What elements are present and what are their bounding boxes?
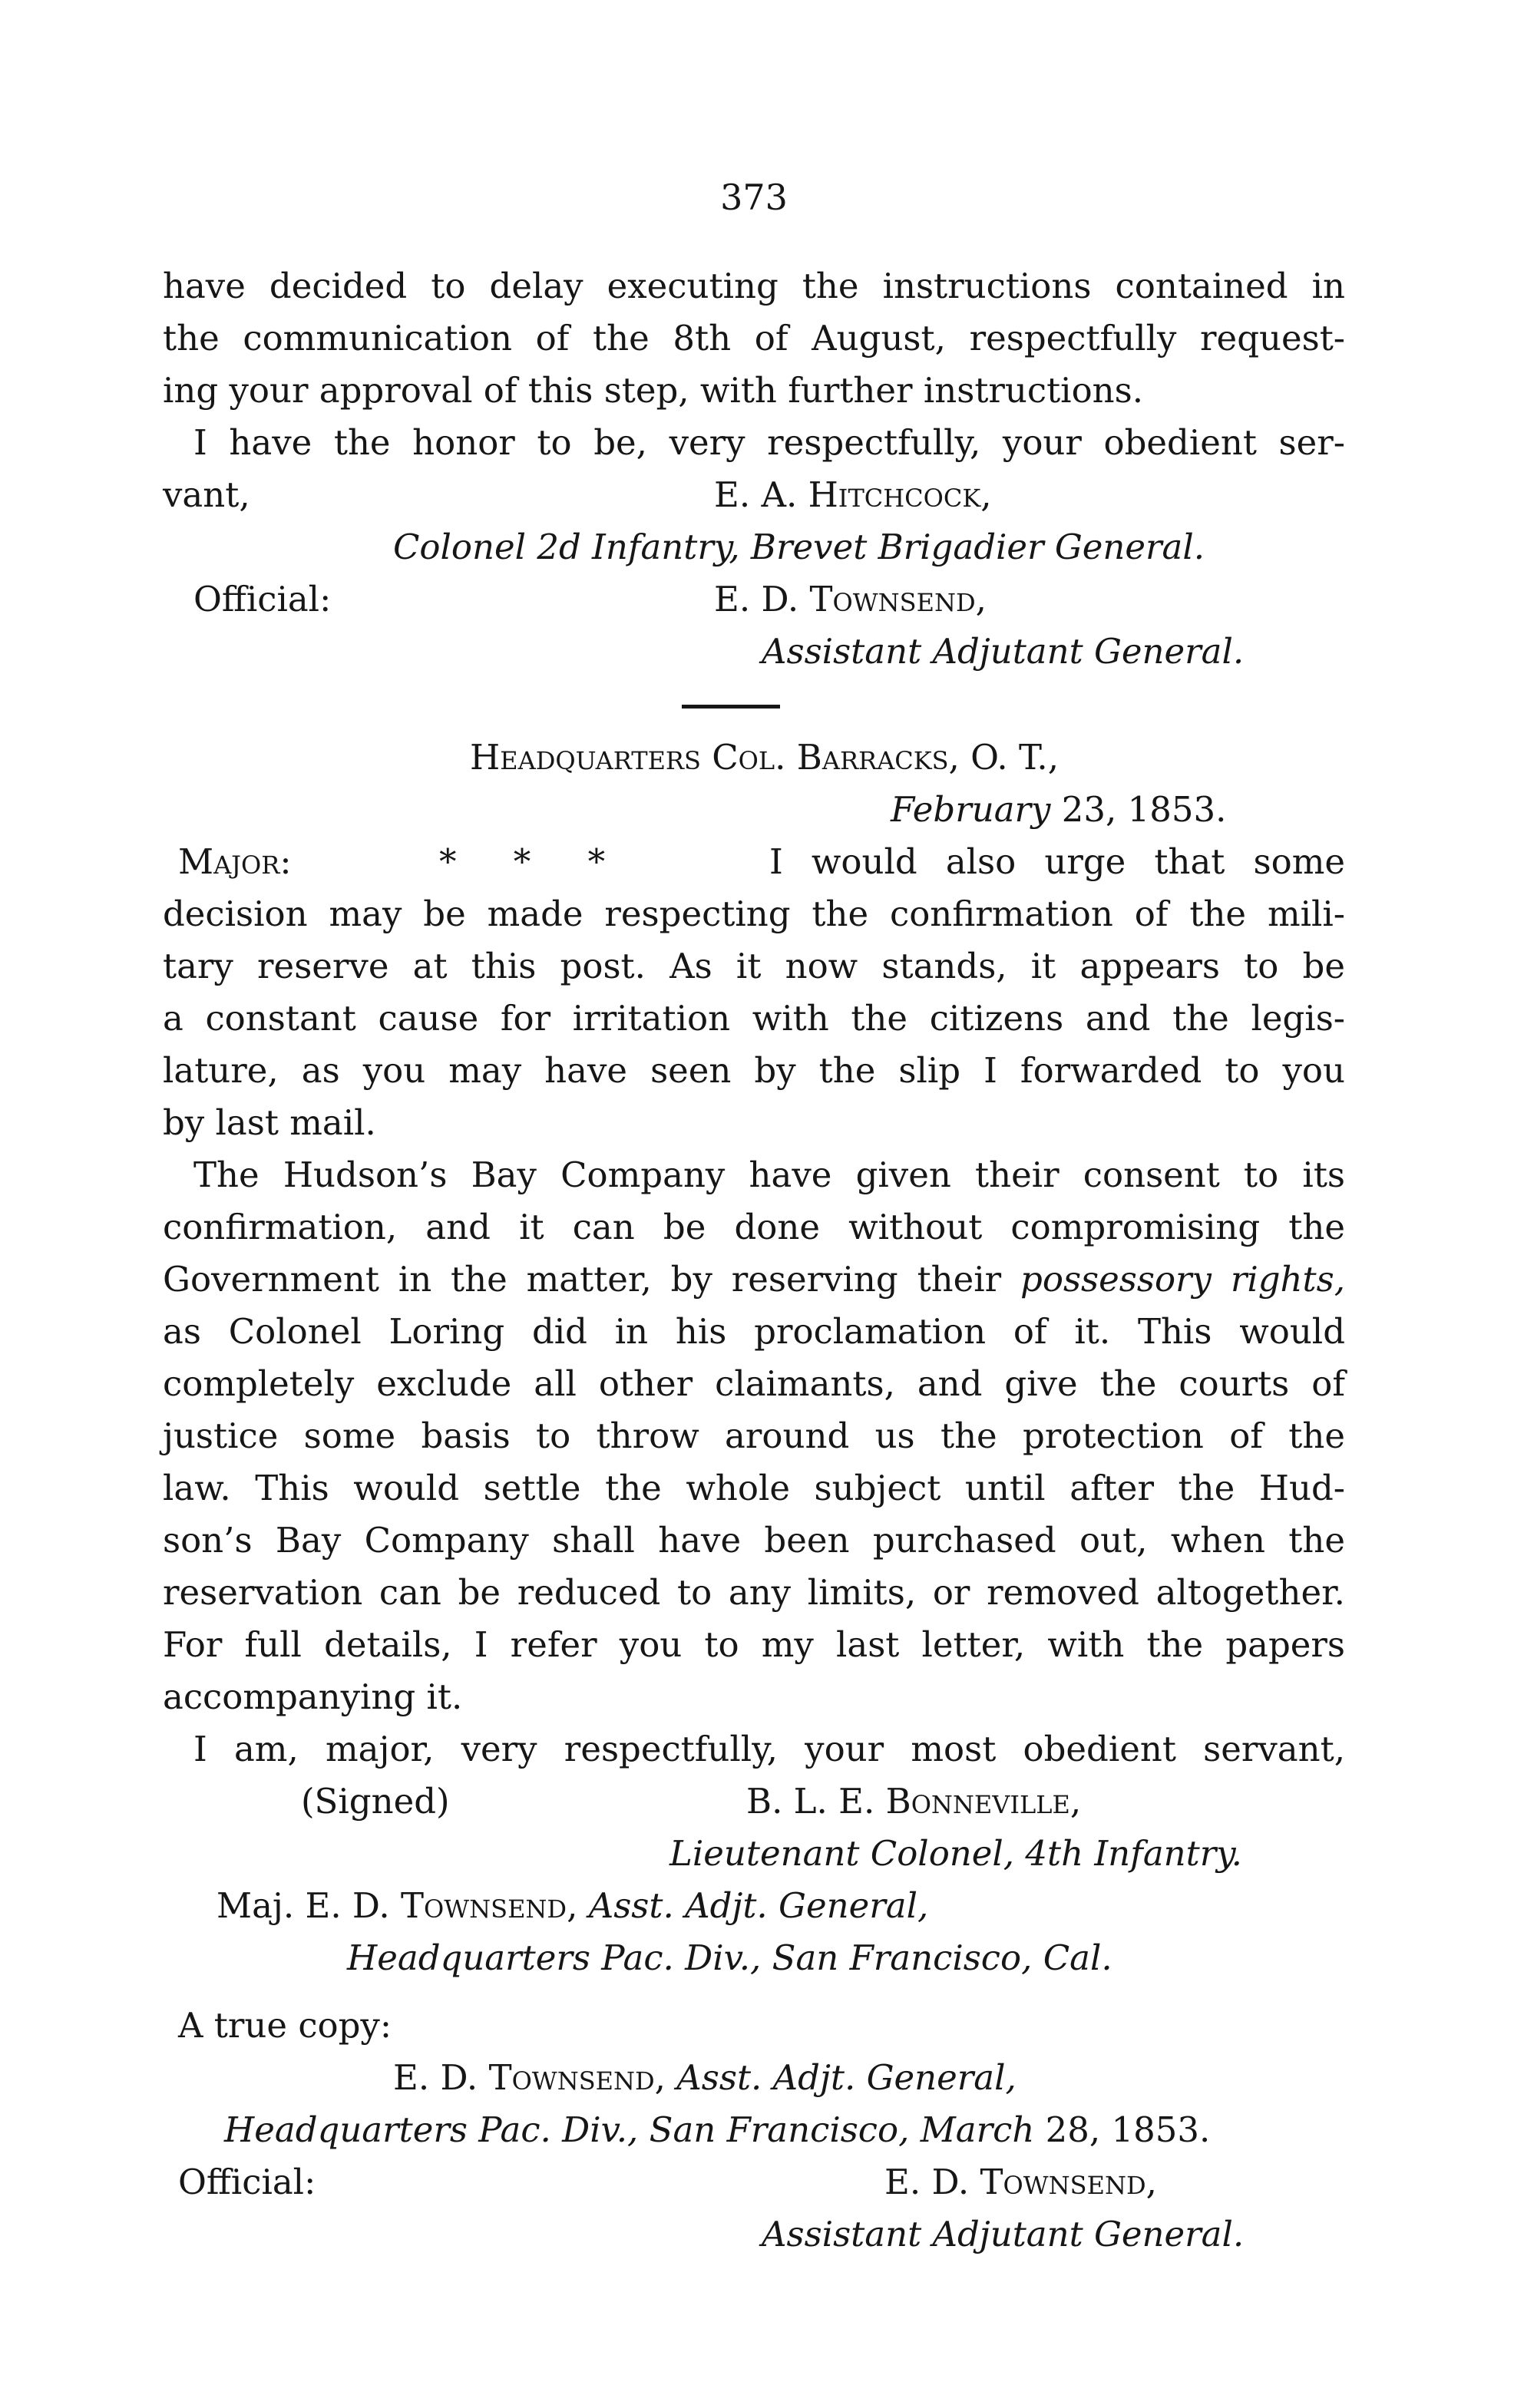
document-page (163, 0, 1345, 2408)
text-line: justice some basis to throw around us the protection of the (163, 1415, 1345, 1456)
text-line: have decided to delay executing the instructions contained in (163, 266, 1345, 306)
letter-date-rest: 23, 1853. (1061, 789, 1227, 830)
text-line (163, 1257, 1345, 1302)
official-title: Assistant Adjutant General. (762, 631, 1245, 672)
true-copy-title: Asst. Adjt. General, (676, 2057, 1017, 2098)
text-line: as Colonel Loring did in his proclamation of it. This would (163, 1311, 1345, 1352)
text-line: confirmation, and it can be done without compromising the (163, 1207, 1345, 1247)
addressee-name: Townsend, (401, 1885, 578, 1926)
true-copy-date: 28, 1853. (1045, 2109, 1211, 2150)
text-line: ing your approval of this step, with further instructions. (163, 370, 1144, 411)
true-copy-name-surname: Townsend, (488, 2057, 666, 2098)
signer-name: B. L. E. Bonneville, (746, 1781, 1082, 1822)
letter-date-month: February (891, 789, 1051, 830)
omission-asterisks: * * * (439, 841, 629, 882)
true-copy-location (224, 2108, 1210, 2152)
letter-date (891, 788, 1226, 832)
text-line: tary reserve at this post. As it now stands, it appears to be (163, 946, 1345, 986)
official-name: E. D. Townsend, (884, 2162, 1157, 2202)
text-line: reservation can be reduced to any limits, or removed altogether. (163, 1572, 1345, 1613)
text-line: The Hudson’s Bay Company have given their consent to its (193, 1154, 1345, 1195)
addressee (217, 1884, 928, 1928)
text-line: son’s Bay Company shall have been purchased out, when the (163, 1520, 1345, 1561)
text-line: For full details, I refer you to my last letter, with the papers (163, 1624, 1345, 1665)
closing-line-end: vant, (163, 474, 250, 515)
true-copy-name (393, 2056, 1017, 2100)
official-title: Assistant Adjutant General. (762, 2214, 1245, 2254)
text-segment: Government in the matter, by reserving their (163, 1259, 1002, 1300)
text-line: lature, as you may have seen by the slip I forwarded to you (163, 1050, 1345, 1091)
italic-phrase: possessory rights, (1020, 1259, 1346, 1300)
addressee-prefix: Maj. E. D. (217, 1885, 390, 1926)
signed-label: (Signed) (301, 1781, 450, 1822)
text-line: a constant cause for irritation with the citizens and the legis- (163, 998, 1345, 1039)
signer-title: Lieutenant Colonel, 4th Infantry. (669, 1833, 1242, 1874)
text-line: accompanying it. (163, 1676, 463, 1717)
text-line: I would also urge that some (769, 841, 1345, 882)
true-copy-name-prefix: E. D. (393, 2057, 478, 2098)
text-line: law. This would settle the whole subject until after the Hud- (163, 1468, 1345, 1508)
letter-heading: Headquarters Col. Barracks, O. T., (470, 737, 1060, 778)
addressee-location: Headquarters Pac. Div., San Francisco, Cal. (347, 1937, 1112, 1978)
text-line: decision may be made respecting the confirmation of the mili- (163, 894, 1345, 934)
official-label: Official: (193, 579, 332, 619)
true-copy-label: A true copy: (178, 2005, 392, 2046)
page-number: 373 (720, 177, 788, 218)
section-divider (682, 705, 780, 709)
official-name: E. D. Townsend, (714, 579, 987, 619)
text-line: the communication of the 8th of August, respectfully request- (163, 318, 1345, 358)
signatory-name: E. A. Hitchcock, (714, 474, 992, 515)
text-line: completely exclude all other claimants, and give the courts of (163, 1363, 1345, 1404)
closing-line: I am, major, very respectfully, your most obedient servant, (193, 1729, 1345, 1769)
signatory-title: Colonel 2d Infantry, Brevet Brigadier General. (393, 527, 1205, 567)
official-label: Official: (178, 2162, 316, 2202)
salutation: Major: (178, 841, 292, 882)
text-line: by last mail. (163, 1102, 376, 1143)
addressee-title: Asst. Adjt. General, (588, 1885, 929, 1926)
true-copy-location-text: Headquarters Pac. Div., San Francisco, March (224, 2109, 1035, 2150)
closing-line: I have the honor to be, very respectfully, your obedient ser- (193, 422, 1345, 463)
